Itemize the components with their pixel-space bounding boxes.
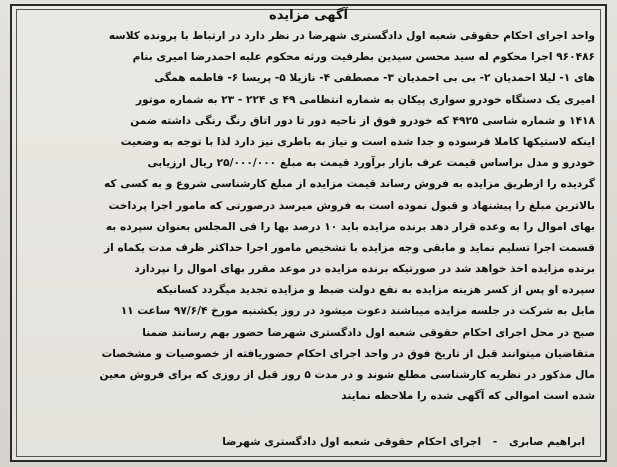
signatory-office: اجرای احکام حقوقی شعبه اول دادگستری شهرضا — [222, 436, 482, 448]
notice-line: اینکه لاستیکها کاملا فرسوده و جدا شده است و نیاز به باطری نیز دارد لذا با توجه به وضعیت — [120, 135, 595, 148]
notice-title: آگهی مزایده — [269, 8, 348, 23]
notice-body — [26, 26, 595, 407]
notice-line: سپرده او پس از کسر هزینه مزایده به نفع دولت ضبط و مزایده تجدید میگردد کسانیکه — [156, 284, 595, 297]
notice-line: متقاضیان میتوانند قبل از تاریخ فوق در واحد اجرای احکام حضوریافته از خصوصیات و مشخصات — [101, 347, 595, 360]
signatory-name: ابراهیم صابری — [509, 436, 585, 448]
signature-line — [222, 436, 585, 448]
notice-line: صبح در محل اجرای احکام حقوقی شعبه اول دادگستری شهرضا حضور بهم رسانند ضمنا — [142, 326, 595, 339]
notice-line: ۹۶۰۴۸۶ اجرا محکوم له سید محسن سیدین بطرفیت ورثه محکوم علیه احمدرضا امیری بنام — [132, 51, 595, 64]
notice-line: قسمت اجرا تسلیم نماید و مابقی وجه مزایده با تشخیص مامور اجرا حداکثر ظرف مدت یکماه از — [104, 241, 595, 254]
notice-line: شده است اموالی که آگهی شده را ملاحظه نمایند — [341, 390, 595, 403]
auction-notice — [10, 4, 607, 462]
notice-line: خودرو و مدل براساس قیمت عرف بازار برآورد قیمت به مبلغ ۲۵/۰۰۰/۰۰۰ ریال ارزیابی — [147, 157, 595, 170]
notice-line: برنده مزایده اخذ خواهد شد در صورتیکه برنده مزایده در موعد مقرر بهای اموال را نپردازد — [134, 263, 595, 276]
notice-line: امیری یک دستگاه خودرو سواری پیکان به شماره انتظامی ۴۹ ی ۲۲۴ - ۲۳ به شماره موتور — [136, 93, 595, 106]
notice-line: های ۱- لیلا احمدیان ۲- بی بی احمدیان ۳- مصطفی ۴- نازیلا ۵- پریسا ۶- فاطمه همگی — [154, 72, 595, 85]
notice-line: ۱۴۱۸ و شماره شاسی ۴۹۲۵ که خودرو فوق از ناحیه دور تا دور اتاق رنگ رنگی داشته ضمن — [130, 114, 595, 127]
notice-line: بهای اموال را به وعده قرار دهد برنده مزایده باید ۱۰ درصد بها را فی المجلس بعنوان سپرده به — [105, 220, 595, 233]
notice-line: بالاترین مبلغ را پیشنهاد و قبول نموده است به فروش میرسد درصورتی که مامور اجرا پرداخت — [108, 199, 595, 212]
notice-line: گردیده را ازطریق مزایده به فروش رساند قیمت مزایده از مبلغ کارشناسی شروع و به کسی که — [104, 178, 595, 191]
notice-line: مایل به شرکت در جلسه مزایده میباشند دعوت میشود در روز یکشنبه مورخ ۹۷/۶/۴ ساعت ۱۱ — [120, 305, 595, 318]
signature-separator: - — [492, 436, 498, 448]
notice-line: مال مذکور در نظریه کارشناسی مطلع شوند و در مدت ۵ روز قبل از روزی که برای فروش معین — [99, 369, 595, 381]
notice-line: واحد اجرای احکام حقوقی شعبه اول دادگستری شهرضا در نظر دارد در ارتباط با پرونده کلاسه — [108, 30, 595, 42]
